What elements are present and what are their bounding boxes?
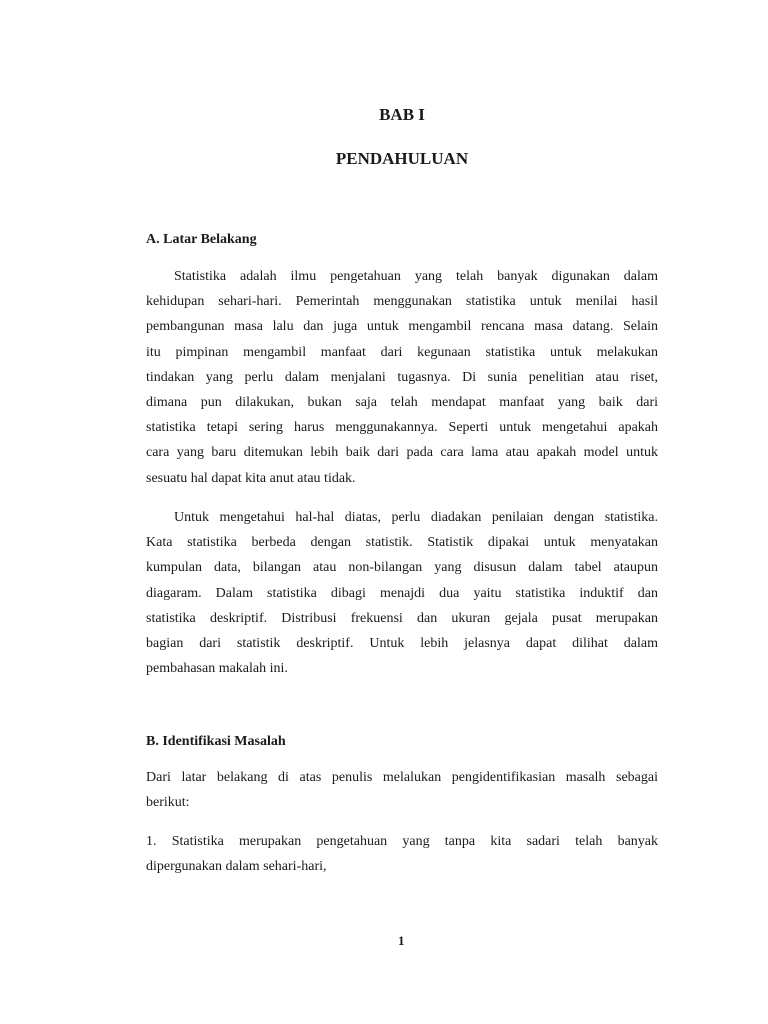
chapter-number: BAB I xyxy=(379,105,425,124)
text-line: pembahasan makalah ini. xyxy=(146,661,288,677)
list-item-1 xyxy=(146,829,658,879)
paragraph-2 xyxy=(146,505,658,681)
text-line: Statistika adalah ilmu pengetahuan yang telah banyak digunakan dalam xyxy=(174,269,658,284)
text-line: dipergunakan dalam sehari-hari, xyxy=(146,859,327,875)
text-line: statistika deskriptif. Distribusi frekuensi dan ukuran gejala pusat merupakan xyxy=(146,610,658,626)
text-line: statistika tetapi sering harus menggunakannya. Seperti untuk mengetahui apakah xyxy=(146,420,658,436)
text-line: sesuatu hal dapat kita anut atau tidak. xyxy=(146,470,356,486)
text-line: Untuk mengetahui hal-hal diatas, perlu diadakan penilaian dengan statistika. xyxy=(174,510,658,525)
text-line: Dari latar belakang di atas penulis melalukan pengidentifikasian masalh sebagai xyxy=(146,770,658,785)
section-a-heading: A. Latar Belakang xyxy=(146,232,257,247)
text-line: berikut: xyxy=(146,795,190,811)
text-line: kumpulan data, bilangan atau non-bilangan yang disusun dalam tabel ataupun xyxy=(146,560,658,576)
text-line: pembangunan masa lalu dan juga untuk mengambil rencana masa datang. Selain xyxy=(146,319,658,335)
text-line: tindakan yang perlu dalam menjalani tugasnya. Di sunia penelitian atau riset, xyxy=(146,369,658,385)
text-line: bagian dari statistik deskriptif. Untuk lebih jelasnya dapat dilihat dalam xyxy=(146,635,658,651)
chapter-title: PENDAHULUAN xyxy=(335,149,469,168)
text-line: Kata statistika berbeda dengan statistik. Statistik dipakai untuk menyatakan xyxy=(146,535,658,551)
section-b-heading: B. Identifikasi Masalah xyxy=(146,734,286,749)
text-line: dimana pun dilakukan, bukan saja telah mendapat manfaat yang baik dari xyxy=(146,394,658,410)
page-number: 1 xyxy=(398,933,405,948)
section-b-intro xyxy=(146,765,658,815)
text-line: diagaram. Dalam statistika dibagi menajdi dua yaitu statistika induktif dan xyxy=(146,585,658,601)
paragraph-1 xyxy=(146,264,658,491)
text-line: kehidupan sehari-hari. Pemerintah menggunakan statistika untuk menilai hasil xyxy=(146,294,658,310)
text-line: 1. Statistika merupakan pengetahuan yang tanpa kita sadari telah banyak xyxy=(146,834,658,849)
text-line: cara yang baru ditemukan lebih baik dari pada cara lama atau apakah model untuk xyxy=(146,445,658,461)
text-line: itu pimpinan mengambil manfaat dari kegunaan statistika untuk melakukan xyxy=(146,344,658,360)
